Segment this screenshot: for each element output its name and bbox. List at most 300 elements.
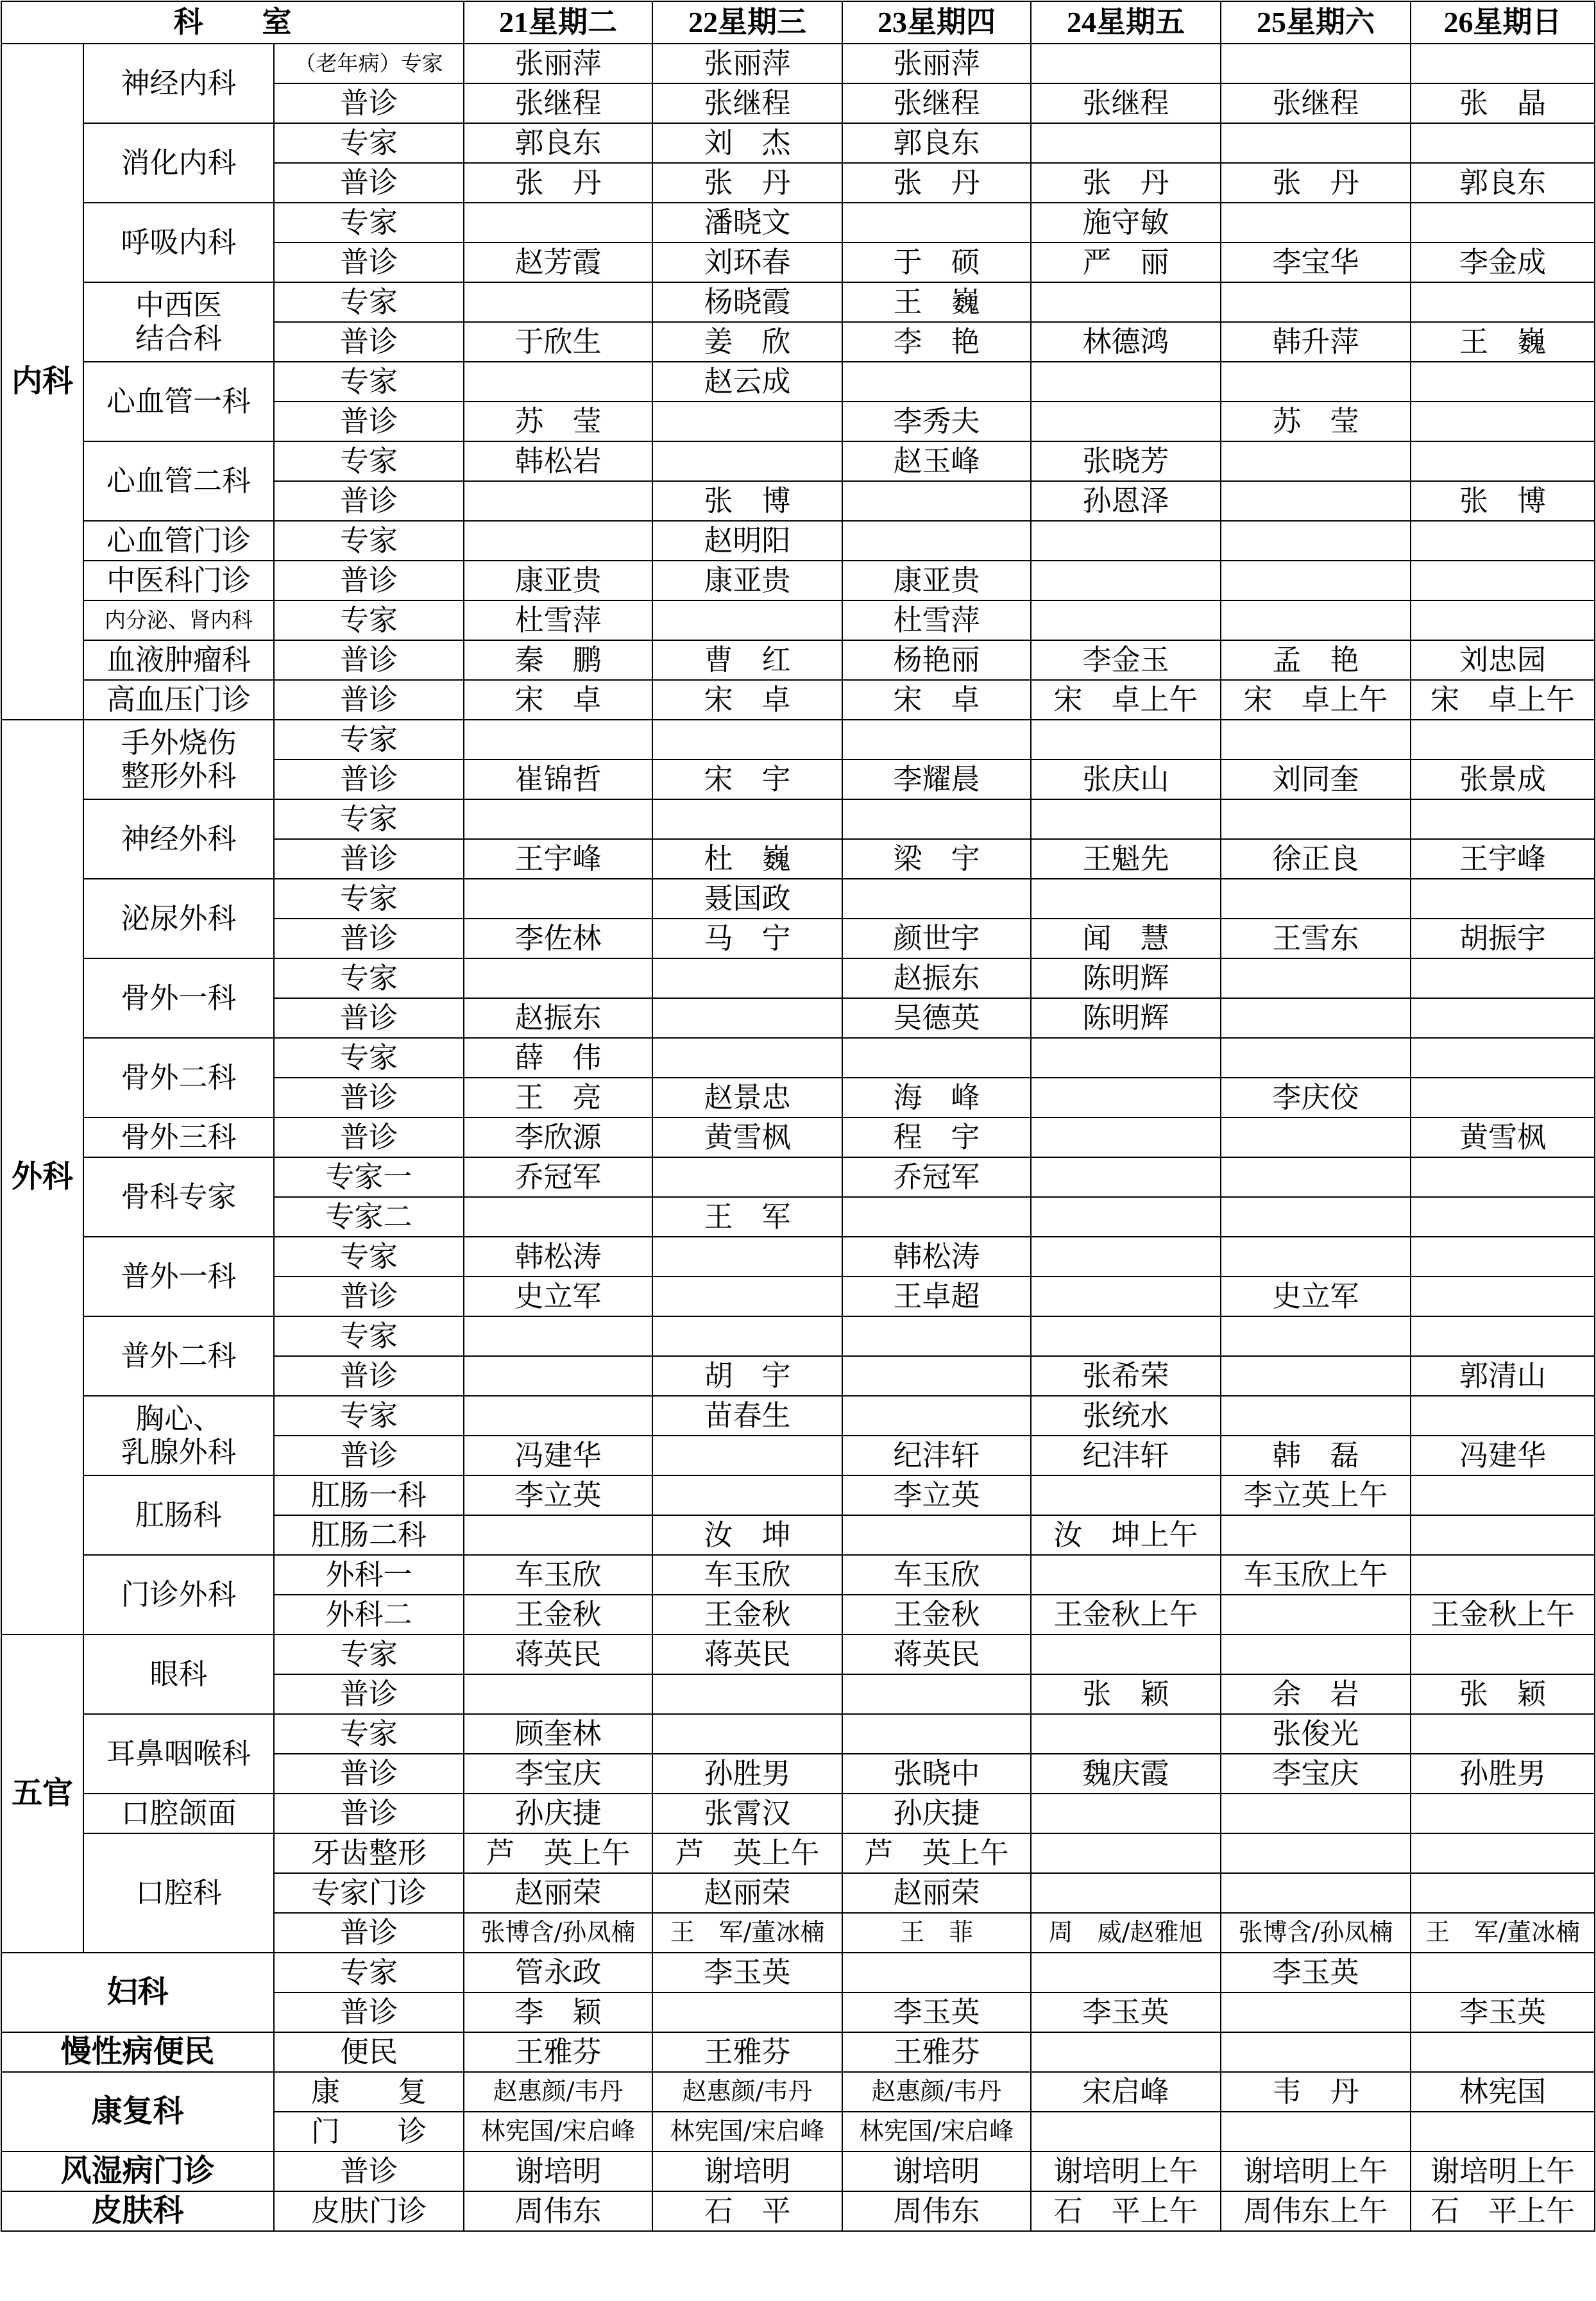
doctor-cell xyxy=(464,879,652,919)
schedule-row xyxy=(1,1555,1595,1595)
doctor-cell xyxy=(842,521,1031,561)
doctor-cell: 陈明辉 xyxy=(1031,958,1221,998)
schedule-row xyxy=(1,203,1595,242)
doctor-cell xyxy=(1411,879,1595,919)
schedule-row xyxy=(1,1475,1595,1515)
doctor-cell: 周伟东 xyxy=(464,2191,652,2231)
doctor-cell xyxy=(1221,1634,1411,1674)
doctor-cell xyxy=(842,1356,1031,1396)
doctor-cell xyxy=(1411,1833,1595,1873)
clinic-type-cell: 专家 xyxy=(274,441,464,481)
clinic-type-cell: 普诊 xyxy=(274,83,464,123)
doctor-cell xyxy=(1031,362,1221,402)
doctor-cell xyxy=(842,203,1031,242)
doctor-cell: 张继程 xyxy=(842,83,1031,123)
doctor-cell: 张庆山 xyxy=(1031,760,1221,799)
doctor-cell: 林宪国/宋启峰 xyxy=(464,2112,652,2152)
clinic-type-cell: 肛肠一科 xyxy=(274,1475,464,1515)
category-cell: 内科 xyxy=(1,44,83,720)
clinic-type-cell: 普诊 xyxy=(274,481,464,521)
doctor-cell: 李佐林 xyxy=(464,919,652,958)
doctor-cell xyxy=(1221,1833,1411,1873)
doctor-cell xyxy=(1221,720,1411,760)
doctor-cell: 李玉英 xyxy=(842,1992,1031,2032)
doctor-cell xyxy=(1221,1356,1411,1396)
category-cell: 康复科 xyxy=(1,2072,274,2152)
clinic-type-cell: （老年病）专家 xyxy=(274,44,464,83)
doctor-cell xyxy=(1221,1794,1411,1833)
doctor-cell: 赵惠颜/韦丹 xyxy=(842,2072,1031,2112)
doctor-cell xyxy=(1411,123,1595,163)
header-day: 22星期三 xyxy=(652,1,842,44)
clinic-type-cell: 专家 xyxy=(274,1237,464,1277)
schedule-row xyxy=(1,1794,1595,1833)
department-cell: 呼吸内科 xyxy=(83,203,274,282)
category-cell: 妇科 xyxy=(1,1953,274,2032)
doctor-cell xyxy=(1031,1833,1221,1873)
schedule-row xyxy=(1,1396,1595,1436)
clinic-type-cell: 专家门诊 xyxy=(274,1873,464,1913)
doctor-cell xyxy=(1411,282,1595,322)
doctor-cell xyxy=(1031,44,1221,83)
doctor-cell xyxy=(1221,1992,1411,2032)
doctor-cell xyxy=(652,1038,842,1078)
clinic-type-cell: 普诊 xyxy=(274,1356,464,1396)
doctor-cell: 张 丹 xyxy=(842,163,1031,203)
doctor-cell xyxy=(1411,958,1595,998)
clinic-type-cell: 普诊 xyxy=(274,839,464,879)
doctor-cell xyxy=(1221,998,1411,1038)
clinic-type-cell: 康 复 xyxy=(274,2072,464,2112)
doctor-cell xyxy=(1221,44,1411,83)
schedule-row xyxy=(1,640,1595,680)
doctor-cell: 孙庆捷 xyxy=(842,1794,1031,1833)
doctor-cell: 张 博 xyxy=(652,481,842,521)
clinic-type-cell: 专家 xyxy=(274,799,464,839)
doctor-cell: 梁 宇 xyxy=(842,839,1031,879)
doctor-cell: 芦 英上午 xyxy=(464,1833,652,1873)
doctor-cell: 康亚贵 xyxy=(464,561,652,600)
doctor-cell: 李 艳 xyxy=(842,322,1031,362)
doctor-cell: 杜 巍 xyxy=(652,839,842,879)
doctor-cell: 车玉欣 xyxy=(652,1555,842,1595)
doctor-cell xyxy=(1411,362,1595,402)
doctor-cell xyxy=(1411,720,1595,760)
department-cell: 眼科 xyxy=(83,1634,274,1714)
schedule-row xyxy=(1,1714,1595,1754)
doctor-cell: 薛 伟 xyxy=(464,1038,652,1078)
department-cell: 泌尿外科 xyxy=(83,879,274,958)
doctor-cell xyxy=(842,1953,1031,1992)
clinic-type-cell: 外科一 xyxy=(274,1555,464,1595)
doctor-cell xyxy=(1221,1038,1411,1078)
clinic-type-cell: 普诊 xyxy=(274,760,464,799)
doctor-cell: 杜雪萍 xyxy=(842,600,1031,640)
doctor-cell: 张霄汉 xyxy=(652,1794,842,1833)
doctor-cell: 陈明辉 xyxy=(1031,998,1221,1038)
department-cell: 口腔颌面 xyxy=(83,1794,274,1833)
doctor-cell: 汝 坤 xyxy=(652,1515,842,1555)
clinic-type-cell: 普诊 xyxy=(274,640,464,680)
clinic-type-cell: 普诊 xyxy=(274,1754,464,1794)
doctor-cell: 韦 丹 xyxy=(1221,2072,1411,2112)
doctor-cell: 王魁先 xyxy=(1031,839,1221,879)
doctor-cell xyxy=(1031,2032,1221,2072)
schedule-row xyxy=(1,799,1595,839)
doctor-cell: 严 丽 xyxy=(1031,242,1221,282)
clinic-type-cell: 专家一 xyxy=(274,1157,464,1197)
doctor-cell xyxy=(1411,203,1595,242)
doctor-cell: 管永政 xyxy=(464,1953,652,1992)
doctor-cell: 李宝庆 xyxy=(464,1754,652,1794)
schedule-row xyxy=(1,1953,1595,1992)
clinic-type-cell: 普诊 xyxy=(274,1117,464,1157)
category-cell: 五官 xyxy=(1,1634,83,1953)
clinic-type-cell: 普诊 xyxy=(274,242,464,282)
clinic-type-cell: 普诊 xyxy=(274,402,464,441)
doctor-cell xyxy=(1411,1316,1595,1356)
doctor-cell: 胡 宇 xyxy=(652,1356,842,1396)
doctor-cell: 张俊光 xyxy=(1221,1714,1411,1754)
doctor-cell: 李玉英 xyxy=(1221,1953,1411,1992)
doctor-cell xyxy=(1031,1117,1221,1157)
doctor-cell: 马 宁 xyxy=(652,919,842,958)
doctor-cell: 张希荣 xyxy=(1031,1356,1221,1396)
doctor-cell xyxy=(464,521,652,561)
doctor-cell: 乔冠军 xyxy=(842,1157,1031,1197)
doctor-cell xyxy=(1221,282,1411,322)
doctor-cell xyxy=(1031,879,1221,919)
doctor-cell xyxy=(1221,1237,1411,1277)
clinic-type-cell: 普诊 xyxy=(274,561,464,600)
header-day: 25星期六 xyxy=(1221,1,1411,44)
header-day: 24星期五 xyxy=(1031,1,1221,44)
doctor-cell: 赵明阳 xyxy=(652,521,842,561)
doctor-cell: 冯建华 xyxy=(1411,1436,1595,1475)
doctor-cell xyxy=(464,1356,652,1396)
doctor-cell xyxy=(1411,600,1595,640)
doctor-cell: 程 宇 xyxy=(842,1117,1031,1157)
clinic-type-cell: 普诊 xyxy=(274,1436,464,1475)
doctor-cell xyxy=(1031,1197,1221,1237)
doctor-cell xyxy=(1221,2032,1411,2072)
schedule-row xyxy=(1,958,1595,998)
clinic-type-cell: 专家 xyxy=(274,362,464,402)
department-cell: 骨外三科 xyxy=(83,1117,274,1157)
doctor-cell xyxy=(652,1475,842,1515)
doctor-cell: 苗春生 xyxy=(652,1396,842,1436)
doctor-cell: 纪沣轩 xyxy=(1031,1436,1221,1475)
doctor-cell xyxy=(652,998,842,1038)
doctor-cell: 刘忠园 xyxy=(1411,640,1595,680)
doctor-cell: 孙庆捷 xyxy=(464,1794,652,1833)
clinic-type-cell: 专家二 xyxy=(274,1197,464,1237)
doctor-cell xyxy=(1411,1078,1595,1117)
doctor-cell xyxy=(1411,1157,1595,1197)
department-cell: 中医科门诊 xyxy=(83,561,274,600)
schedule-row xyxy=(1,282,1595,322)
doctor-cell: 乔冠军 xyxy=(464,1157,652,1197)
category-cell: 慢性病便民 xyxy=(1,2032,274,2072)
doctor-cell xyxy=(1221,1117,1411,1157)
doctor-cell: 林宪国 xyxy=(1411,2072,1595,2112)
doctor-cell: 刘同奎 xyxy=(1221,760,1411,799)
doctor-cell: 魏庆霞 xyxy=(1031,1754,1221,1794)
doctor-cell: 张继程 xyxy=(464,83,652,123)
doctor-cell xyxy=(1411,44,1595,83)
doctor-cell xyxy=(1411,1515,1595,1555)
schedule-table xyxy=(1,1,1595,2232)
doctor-cell: 张继程 xyxy=(652,83,842,123)
doctor-cell xyxy=(1411,998,1595,1038)
header-day: 23星期四 xyxy=(842,1,1031,44)
schedule-row xyxy=(1,600,1595,640)
doctor-cell: 王宇峰 xyxy=(464,839,652,879)
doctor-cell: 赵振东 xyxy=(464,998,652,1038)
doctor-cell: 海 峰 xyxy=(842,1078,1031,1117)
schedule-row xyxy=(1,441,1595,481)
doctor-cell: 张 晶 xyxy=(1411,83,1595,123)
doctor-cell xyxy=(1031,521,1221,561)
doctor-cell xyxy=(464,1396,652,1436)
doctor-cell xyxy=(842,1515,1031,1555)
doctor-cell: 李立英上午 xyxy=(1221,1475,1411,1515)
department-cell: 普外二科 xyxy=(83,1316,274,1396)
doctor-cell xyxy=(464,1515,652,1555)
doctor-cell: 谢培明上午 xyxy=(1221,2152,1411,2191)
doctor-cell xyxy=(1411,1197,1595,1237)
doctor-cell: 王雪东 xyxy=(1221,919,1411,958)
department-cell: 内分泌、肾内科 xyxy=(83,600,274,640)
doctor-cell: 车玉欣 xyxy=(464,1555,652,1595)
doctor-cell: 史立军 xyxy=(1221,1277,1411,1316)
doctor-cell: 孙胜男 xyxy=(1411,1754,1595,1794)
doctor-cell: 蒋英民 xyxy=(842,1634,1031,1674)
doctor-cell xyxy=(464,720,652,760)
clinic-type-cell: 专家 xyxy=(274,1714,464,1754)
doctor-cell: 谢培明 xyxy=(464,2152,652,2191)
doctor-cell: 蒋英民 xyxy=(652,1634,842,1674)
doctor-cell xyxy=(464,1674,652,1714)
schedule-row xyxy=(1,2032,1595,2072)
doctor-cell xyxy=(1411,402,1595,441)
doctor-cell xyxy=(1031,1794,1221,1833)
doctor-cell xyxy=(1411,2032,1595,2072)
doctor-cell: 康亚贵 xyxy=(652,561,842,600)
doctor-cell: 宋 卓 xyxy=(842,680,1031,720)
doctor-cell xyxy=(652,600,842,640)
doctor-cell: 张 颖 xyxy=(1031,1674,1221,1714)
doctor-cell: 余 岩 xyxy=(1221,1674,1411,1714)
header-day: 21星期二 xyxy=(464,1,652,44)
header-day: 26星期日 xyxy=(1411,1,1595,44)
doctor-cell: 颜世宇 xyxy=(842,919,1031,958)
department-cell: 口腔科 xyxy=(83,1833,274,1953)
category-cell: 风湿病门诊 xyxy=(1,2152,274,2191)
doctor-cell xyxy=(652,1992,842,2032)
doctor-cell: 宋启峰 xyxy=(1031,2072,1221,2112)
doctor-cell xyxy=(652,402,842,441)
doctor-cell: 张 丹 xyxy=(1221,163,1411,203)
department-cell: 消化内科 xyxy=(83,123,274,203)
schedule-row xyxy=(1,123,1595,163)
doctor-cell: 赵云成 xyxy=(652,362,842,402)
doctor-cell xyxy=(1031,123,1221,163)
doctor-cell: 赵丽荣 xyxy=(652,1873,842,1913)
clinic-type-cell: 专家 xyxy=(274,1316,464,1356)
doctor-cell xyxy=(842,1316,1031,1356)
doctor-cell: 张丽萍 xyxy=(842,44,1031,83)
doctor-cell xyxy=(842,1197,1031,1237)
doctor-cell xyxy=(842,720,1031,760)
doctor-cell: 赵丽荣 xyxy=(842,1873,1031,1913)
doctor-cell xyxy=(1031,1316,1221,1356)
doctor-cell: 王金秋 xyxy=(652,1595,842,1634)
doctor-cell: 于欣生 xyxy=(464,322,652,362)
doctor-cell xyxy=(464,282,652,322)
doctor-cell: 谢培明上午 xyxy=(1411,2152,1595,2191)
doctor-cell: 张晓芳 xyxy=(1031,441,1221,481)
doctor-cell xyxy=(1221,521,1411,561)
doctor-cell xyxy=(1031,720,1221,760)
doctor-cell: 秦 鹏 xyxy=(464,640,652,680)
doctor-cell xyxy=(1031,1157,1221,1197)
doctor-cell xyxy=(1411,1634,1595,1674)
doctor-cell: 张晓中 xyxy=(842,1754,1031,1794)
doctor-cell: 谢培明 xyxy=(842,2152,1031,2191)
department-cell: 骨科专家 xyxy=(83,1157,274,1237)
doctor-cell xyxy=(1221,1873,1411,1913)
clinic-type-cell: 专家 xyxy=(274,521,464,561)
doctor-cell: 赵惠颜/韦丹 xyxy=(652,2072,842,2112)
doctor-cell: 李宝庆 xyxy=(1221,1754,1411,1794)
doctor-cell: 韩 磊 xyxy=(1221,1436,1411,1475)
doctor-cell xyxy=(842,362,1031,402)
doctor-cell: 李立英 xyxy=(842,1475,1031,1515)
clinic-type-cell: 牙齿整形 xyxy=(274,1833,464,1873)
doctor-cell: 车玉欣上午 xyxy=(1221,1555,1411,1595)
doctor-cell: 王卓超 xyxy=(842,1277,1031,1316)
doctor-cell: 王 军 xyxy=(652,1197,842,1237)
doctor-cell: 冯建华 xyxy=(464,1436,652,1475)
doctor-cell: 黄雪枫 xyxy=(652,1117,842,1157)
doctor-cell: 李 颖 xyxy=(464,1992,652,2032)
doctor-cell xyxy=(652,1277,842,1316)
clinic-type-cell: 普诊 xyxy=(274,1277,464,1316)
doctor-cell xyxy=(1031,402,1221,441)
header-row xyxy=(1,1,1595,44)
clinic-type-cell: 皮肤门诊 xyxy=(274,2191,464,2231)
department-cell: 心血管门诊 xyxy=(83,521,274,561)
department-cell: 神经内科 xyxy=(83,44,274,123)
department-cell: 心血管二科 xyxy=(83,441,274,521)
doctor-cell xyxy=(1031,1634,1221,1674)
clinic-type-cell: 普诊 xyxy=(274,919,464,958)
clinic-type-cell: 专家 xyxy=(274,879,464,919)
doctor-cell: 张博含/孙凤楠 xyxy=(464,1913,652,1953)
doctor-cell: 赵景忠 xyxy=(652,1078,842,1117)
doctor-cell xyxy=(464,799,652,839)
doctor-cell xyxy=(842,879,1031,919)
doctor-cell xyxy=(1411,561,1595,600)
schedule-row xyxy=(1,1038,1595,1078)
clinic-type-cell: 普诊 xyxy=(274,1078,464,1117)
clinic-type-cell: 普诊 xyxy=(274,680,464,720)
doctor-cell xyxy=(1411,2112,1595,2152)
doctor-cell: 吴德英 xyxy=(842,998,1031,1038)
schedule-row xyxy=(1,561,1595,600)
doctor-cell xyxy=(652,441,842,481)
doctor-cell: 郭良东 xyxy=(464,123,652,163)
doctor-cell: 姜 欣 xyxy=(652,322,842,362)
doctor-cell xyxy=(1221,1316,1411,1356)
doctor-cell xyxy=(1411,1396,1595,1436)
doctor-cell: 王 军/董冰楠 xyxy=(652,1913,842,1953)
doctor-cell xyxy=(1221,1595,1411,1634)
doctor-cell xyxy=(1411,1038,1595,1078)
doctor-cell: 张景成 xyxy=(1411,760,1595,799)
doctor-cell xyxy=(842,1674,1031,1714)
doctor-cell: 史立军 xyxy=(464,1277,652,1316)
doctor-cell xyxy=(1031,2112,1221,2152)
doctor-cell xyxy=(464,1316,652,1356)
doctor-cell xyxy=(842,1396,1031,1436)
clinic-type-cell: 外科二 xyxy=(274,1595,464,1634)
doctor-cell: 聂国政 xyxy=(652,879,842,919)
doctor-cell: 张博含/孙凤楠 xyxy=(1221,1913,1411,1953)
doctor-cell: 张统水 xyxy=(1031,1396,1221,1436)
doctor-cell xyxy=(1411,1714,1595,1754)
clinic-type-cell: 普诊 xyxy=(274,1794,464,1833)
doctor-cell: 王金秋上午 xyxy=(1031,1595,1221,1634)
clinic-type-cell: 普诊 xyxy=(274,163,464,203)
doctor-cell xyxy=(1411,441,1595,481)
doctor-cell xyxy=(1031,1038,1221,1078)
clinic-type-cell: 普诊 xyxy=(274,998,464,1038)
schedule-row xyxy=(1,2072,1595,2112)
doctor-cell xyxy=(1221,1197,1411,1237)
doctor-cell xyxy=(842,1714,1031,1754)
doctor-cell: 胡振宇 xyxy=(1411,919,1595,958)
doctor-cell: 谢培明 xyxy=(652,2152,842,2191)
doctor-cell xyxy=(1411,1555,1595,1595)
doctor-cell: 芦 英上午 xyxy=(652,1833,842,1873)
clinic-type-cell: 专家 xyxy=(274,123,464,163)
doctor-cell xyxy=(1031,600,1221,640)
doctor-cell xyxy=(1031,282,1221,322)
clinic-type-cell: 门 诊 xyxy=(274,2112,464,2152)
doctor-cell: 韩升萍 xyxy=(1221,322,1411,362)
clinic-type-cell: 专家 xyxy=(274,203,464,242)
doctor-cell: 张 颖 xyxy=(1411,1674,1595,1714)
doctor-cell: 曹 红 xyxy=(652,640,842,680)
department-cell: 肛肠科 xyxy=(83,1475,274,1555)
doctor-cell: 张 丹 xyxy=(464,163,652,203)
doctor-cell xyxy=(842,799,1031,839)
schedule-row xyxy=(1,1833,1595,1873)
department-cell: 高血压门诊 xyxy=(83,680,274,720)
doctor-cell: 孙胜男 xyxy=(652,1754,842,1794)
doctor-cell: 康亚贵 xyxy=(842,561,1031,600)
doctor-cell xyxy=(1031,1078,1221,1117)
clinic-type-cell: 专家 xyxy=(274,600,464,640)
doctor-cell xyxy=(1031,1953,1221,1992)
doctor-cell xyxy=(1221,362,1411,402)
doctor-cell: 李玉英 xyxy=(1031,1992,1221,2032)
doctor-cell xyxy=(464,203,652,242)
clinic-type-cell: 专家 xyxy=(274,1634,464,1674)
doctor-cell xyxy=(652,1714,842,1754)
